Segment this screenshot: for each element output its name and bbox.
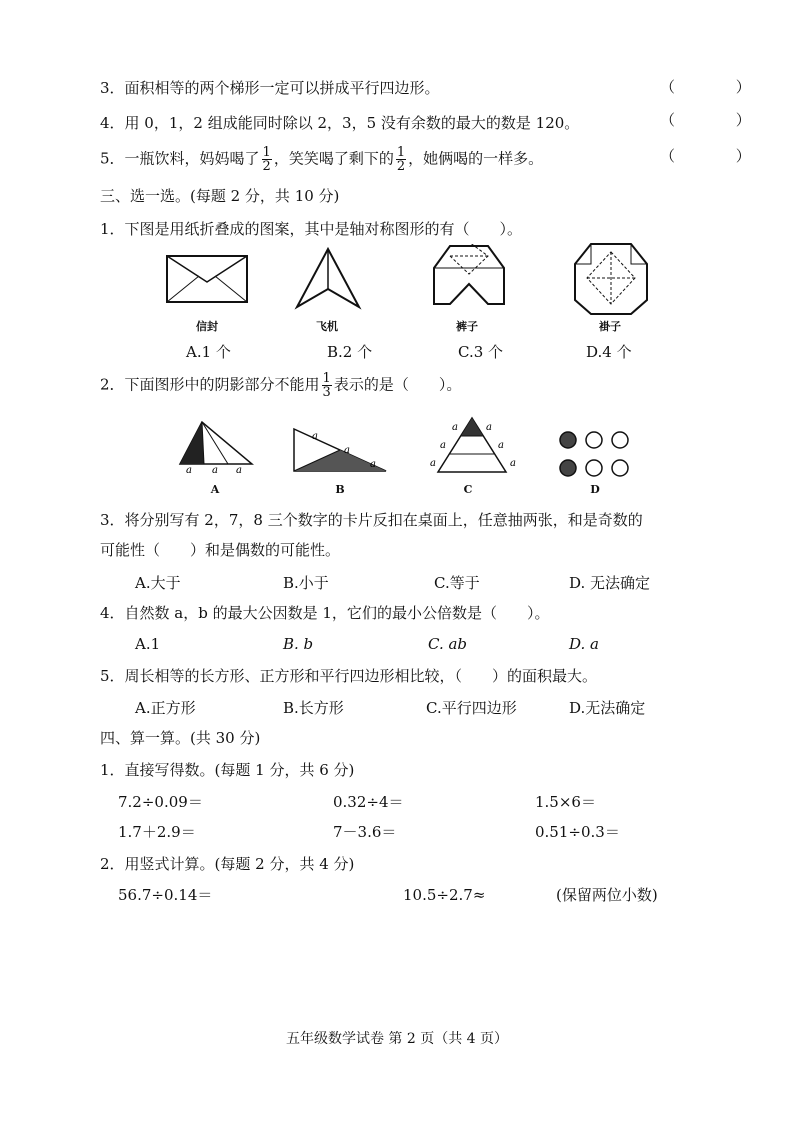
calc-sub2: 2．用竖式计算。(每题 2 分，共 4 分) xyxy=(100,855,355,873)
calc-sub1: 1．直接写得数。(每题 1 分，共 6 分) xyxy=(100,761,355,779)
calc-r1c1: 7.2÷0.09＝ xyxy=(118,793,203,811)
q4-option-a[interactable]: A.1 xyxy=(135,635,161,653)
caption-envelope: 信封 xyxy=(196,320,218,333)
label-d: D xyxy=(590,483,600,496)
q4-option-d[interactable]: D. a xyxy=(569,635,599,653)
caption-airplane: 飞机 xyxy=(316,320,338,333)
judge-q4-bracket[interactable]: （ ） xyxy=(660,111,779,129)
choice-q3-line1: 3．将分别写有 2，7，8 三个数字的卡片反扣在桌面上，任意抽两张，和是奇数的 xyxy=(100,511,643,529)
section-calc-heading: 四、算一算。(共 30 分) xyxy=(100,729,261,747)
q1-option-c[interactable]: C.3 个 xyxy=(458,343,504,361)
q5-option-a[interactable]: A.正方形 xyxy=(135,699,196,717)
fraction-half-2: $\frac{1}{2}$ xyxy=(396,145,406,174)
svg-text:a: a xyxy=(186,465,192,474)
page-footer: 五年级数学试卷 第 2 页（共 4 页） xyxy=(285,1031,509,1047)
svg-text:a: a xyxy=(370,459,376,470)
pants-figure xyxy=(432,244,506,312)
caption-pants: 裤子 xyxy=(456,320,478,333)
judge-q3-bracket[interactable]: （ ） xyxy=(660,78,779,96)
label-c: C xyxy=(463,483,473,496)
svg-text:a: a xyxy=(212,465,218,474)
label-b: B xyxy=(335,483,345,496)
triangle-c-figure xyxy=(428,416,518,476)
calc-r2c3: 0.51÷0.3＝ xyxy=(535,823,620,841)
section-choice-heading: 三、选一选。(每题 2 分，共 10 分) xyxy=(100,187,340,205)
choice-q3-line2: 可能性（ ）和是偶数的可能性。 xyxy=(100,541,341,559)
q1-option-b[interactable]: B.2 个 xyxy=(327,343,373,361)
triangle-b-figure xyxy=(290,425,390,475)
jacket-figure xyxy=(573,242,649,316)
label-a: A xyxy=(210,483,220,496)
envelope-figure xyxy=(165,254,249,304)
calc-r2c1: 1.7＋2.9＝ xyxy=(118,823,196,841)
choice-q1: 1．下图是用纸折叠成的图案，其中是轴对称图形的有（ ）。 xyxy=(100,220,523,238)
triangle-a-figure xyxy=(178,420,254,474)
svg-text:a: a xyxy=(430,458,436,469)
circles-d-figure xyxy=(556,430,634,480)
q4-option-c[interactable]: C. ab xyxy=(428,635,468,653)
fraction-half: $\frac{1}{2}$ xyxy=(262,145,271,174)
q3-option-a[interactable]: A.大于 xyxy=(135,574,181,592)
svg-text:a: a xyxy=(452,422,458,433)
svg-text:a: a xyxy=(510,458,516,469)
airplane-figure xyxy=(293,247,363,311)
judge-q4: 4．用 0，1，2 组成能同时除以 2，3，5 没有余数的最大的数是 120。 xyxy=(100,114,580,132)
calc-r2c2: 7－3.6＝ xyxy=(333,823,397,841)
judge-q5: 5．一瓶饮料，妈妈喝了 $\frac{1}{2}$ ，笑笑喝了剩下的 $\frac{1}{2}$ ，她俩喝的一样多。 xyxy=(100,145,544,174)
q3-option-d[interactable]: D. 无法确定 xyxy=(569,574,651,592)
choice-q5: 5．周长相等的长方形、正方形和平行四边形相比较，（ ）的面积最大。 xyxy=(100,667,598,685)
q1-option-d[interactable]: D.4 个 xyxy=(586,343,632,361)
q4-option-b[interactable]: B. b xyxy=(283,635,314,653)
calc-r1c2: 0.32÷4＝ xyxy=(333,793,404,811)
judge-q5-bracket[interactable]: （ ） xyxy=(660,147,779,165)
q5-option-b[interactable]: B.长方形 xyxy=(283,699,344,717)
svg-text:a: a xyxy=(486,422,492,433)
q3-option-c[interactable]: C.等于 xyxy=(434,574,480,592)
q5-option-d[interactable]: D.无法确定 xyxy=(569,699,646,717)
q1-option-a[interactable]: A.1 个 xyxy=(186,343,231,361)
svg-text:a: a xyxy=(236,465,242,474)
fraction-third: $\frac{1}{3}$ xyxy=(322,371,331,400)
vert-calc-note: (保留两位小数) xyxy=(556,886,658,904)
vert-calc-1: 56.7÷0.14＝ xyxy=(118,886,213,904)
q3-option-b[interactable]: B.小于 xyxy=(283,574,329,592)
svg-text:a: a xyxy=(312,431,318,442)
choice-q4: 4．自然数 a，b 的最大公因数是 1，它们的最小公倍数是（ ）。 xyxy=(100,604,550,622)
svg-text:a: a xyxy=(440,440,446,451)
vert-calc-2: 10.5÷2.7≈ xyxy=(403,886,486,904)
judge-q3: 3．面积相等的两个梯形一定可以拼成平行四边形。 xyxy=(100,79,440,97)
q5-option-c[interactable]: C.平行四边形 xyxy=(426,699,517,717)
choice-q2: 2．下面图形中的阴影部分不能用 $\frac{1}{3}$ 表示的是（ ）。 xyxy=(100,371,462,400)
calc-r1c3: 1.5×6＝ xyxy=(535,793,596,811)
caption-jacket: 褂子 xyxy=(599,320,621,333)
svg-text:a: a xyxy=(344,445,350,456)
svg-text:a: a xyxy=(498,440,504,451)
